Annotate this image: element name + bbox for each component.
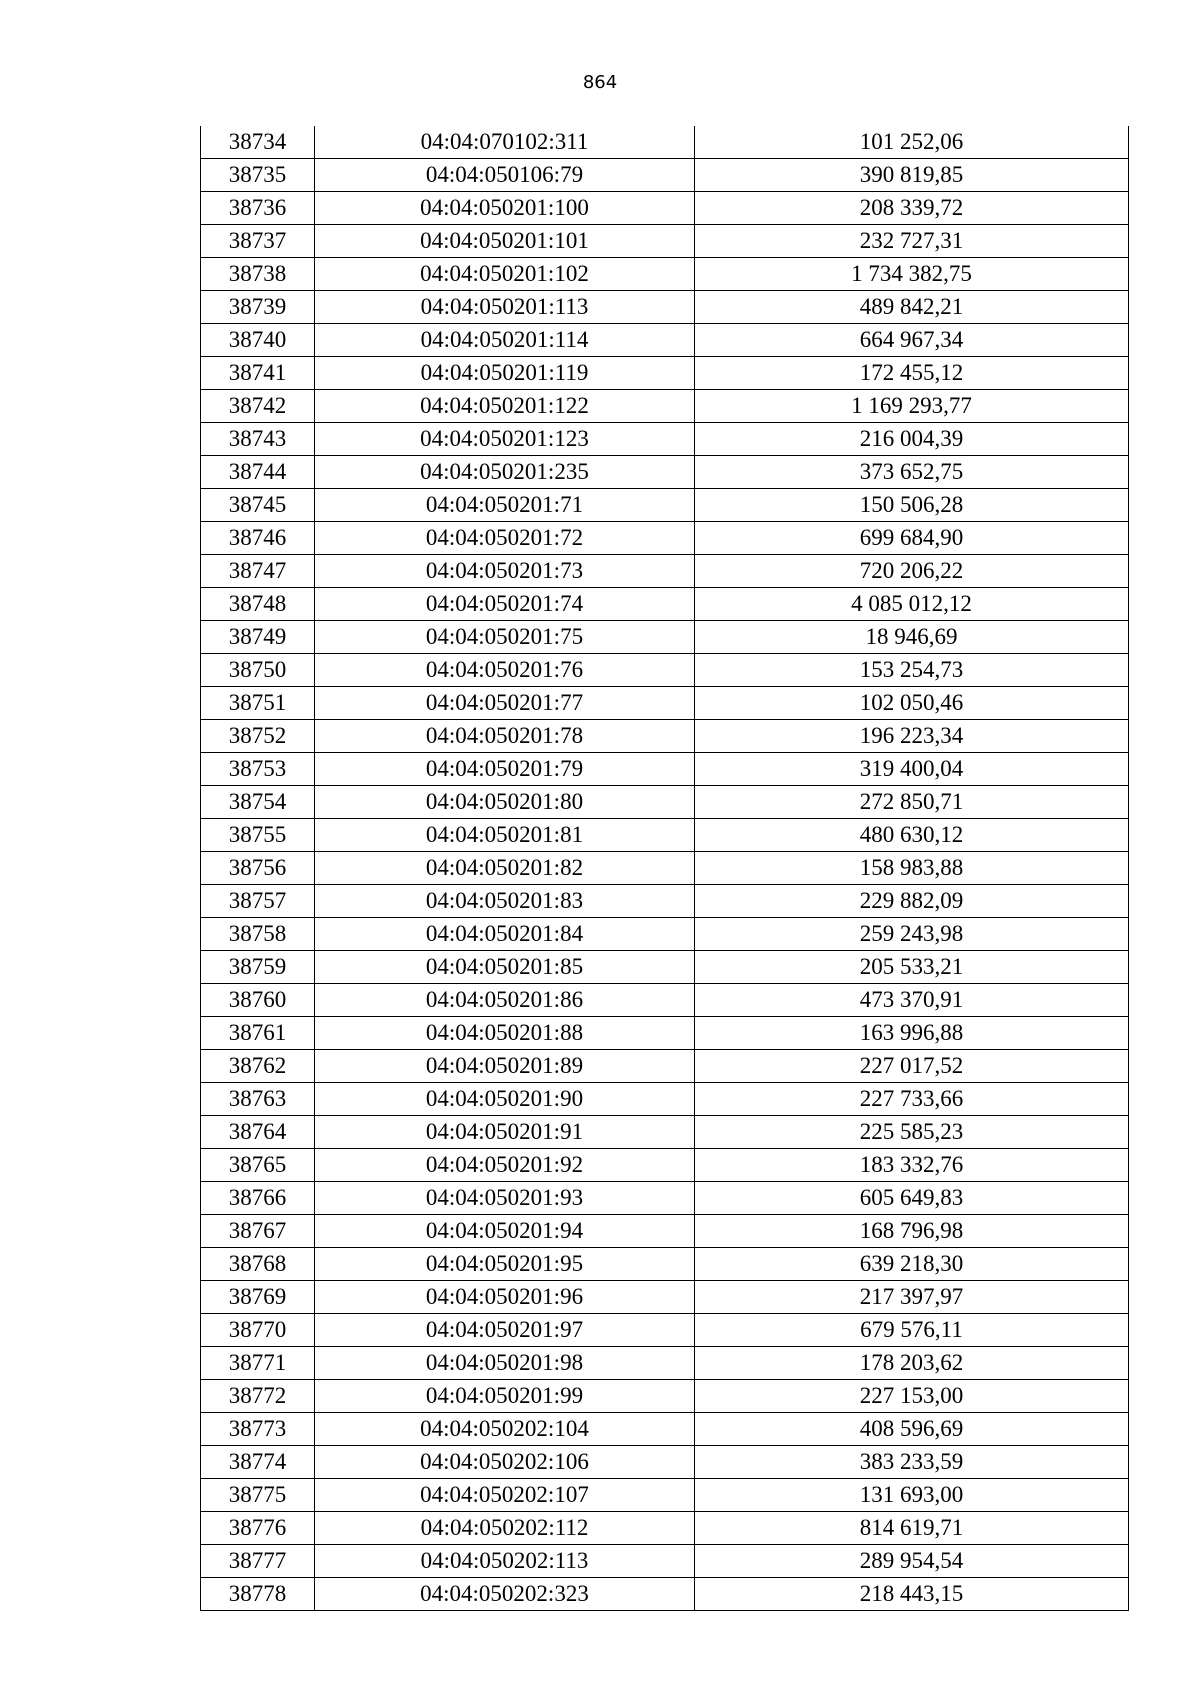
- table-row: [201, 357, 1129, 390]
- table-row: [201, 1380, 1129, 1413]
- cadastral-number-cell: 04:04:050201:79: [315, 753, 695, 786]
- cadastral-number-cell: 04:04:050201:85: [315, 951, 695, 984]
- cadastral-number-cell: 04:04:050201:102: [315, 258, 695, 291]
- table-row: [201, 456, 1129, 489]
- cadastral-number-cell: 04:04:050201:94: [315, 1215, 695, 1248]
- table-row: [201, 159, 1129, 192]
- cadastral-number-cell: 04:04:050202:112: [315, 1512, 695, 1545]
- table-row: [201, 1215, 1129, 1248]
- cadastral-number-cell: 04:04:050201:96: [315, 1281, 695, 1314]
- cadastral-number-cell: 04:04:070102:311: [315, 126, 695, 159]
- row-number-cell: 38746: [201, 522, 315, 555]
- row-number-cell: 38767: [201, 1215, 315, 1248]
- cadastral-number-cell: 04:04:050201:84: [315, 918, 695, 951]
- table-row: [201, 1281, 1129, 1314]
- cadastral-value-cell: 489 842,21: [695, 291, 1129, 324]
- cadastral-number-cell: 04:04:050201:122: [315, 390, 695, 423]
- cadastral-value-cell: 720 206,22: [695, 555, 1129, 588]
- table-row: [201, 687, 1129, 720]
- row-number-cell: 38756: [201, 852, 315, 885]
- cadastral-number-cell: 04:04:050201:77: [315, 687, 695, 720]
- cadastral-value-cell: 814 619,71: [695, 1512, 1129, 1545]
- table-row: [201, 258, 1129, 291]
- row-number-cell: 38736: [201, 192, 315, 225]
- cadastral-value-cell: 163 996,88: [695, 1017, 1129, 1050]
- table-row: [201, 1116, 1129, 1149]
- row-number-cell: 38766: [201, 1182, 315, 1215]
- row-number-cell: 38762: [201, 1050, 315, 1083]
- table-row: [201, 1446, 1129, 1479]
- cadastral-number-cell: 04:04:050201:90: [315, 1083, 695, 1116]
- row-number-cell: 38750: [201, 654, 315, 687]
- cadastral-number-cell: 04:04:050201:82: [315, 852, 695, 885]
- row-number-cell: 38738: [201, 258, 315, 291]
- row-number-cell: 38741: [201, 357, 315, 390]
- cadastral-number-cell: 04:04:050202:104: [315, 1413, 695, 1446]
- cadastral-number-cell: 04:04:050201:80: [315, 786, 695, 819]
- cadastral-value-cell: 225 585,23: [695, 1116, 1129, 1149]
- table-row: [201, 753, 1129, 786]
- row-number-cell: 38749: [201, 621, 315, 654]
- row-number-cell: 38759: [201, 951, 315, 984]
- cadastral-number-cell: 04:04:050201:101: [315, 225, 695, 258]
- row-number-cell: 38778: [201, 1578, 315, 1611]
- row-number-cell: 38758: [201, 918, 315, 951]
- row-number-cell: 38770: [201, 1314, 315, 1347]
- row-number-cell: 38763: [201, 1083, 315, 1116]
- table-row: [201, 1017, 1129, 1050]
- row-number-cell: 38739: [201, 291, 315, 324]
- cadastral-number-cell: 04:04:050201:100: [315, 192, 695, 225]
- table-row: [201, 918, 1129, 951]
- cadastral-value-cell: 408 596,69: [695, 1413, 1129, 1446]
- cadastral-value-cell: 664 967,34: [695, 324, 1129, 357]
- cadastral-value-cell: 699 684,90: [695, 522, 1129, 555]
- row-number-cell: 38775: [201, 1479, 315, 1512]
- cadastral-value-cell: 1 169 293,77: [695, 390, 1129, 423]
- row-number-cell: 38768: [201, 1248, 315, 1281]
- row-number-cell: 38744: [201, 456, 315, 489]
- row-number-cell: 38748: [201, 588, 315, 621]
- row-number-cell: 38735: [201, 159, 315, 192]
- cadastral-number-cell: 04:04:050202:113: [315, 1545, 695, 1578]
- row-number-cell: 38737: [201, 225, 315, 258]
- cadastral-number-cell: 04:04:050201:97: [315, 1314, 695, 1347]
- cadastral-value-cell: 272 850,71: [695, 786, 1129, 819]
- cadastral-value-cell: 390 819,85: [695, 159, 1129, 192]
- cadastral-value-cell: 217 397,97: [695, 1281, 1129, 1314]
- cadastral-value-cell: 373 652,75: [695, 456, 1129, 489]
- cadastral-number-cell: 04:04:050201:75: [315, 621, 695, 654]
- cadastral-value-cell: 153 254,73: [695, 654, 1129, 687]
- row-number-cell: 38772: [201, 1380, 315, 1413]
- cadastral-number-cell: 04:04:050201:72: [315, 522, 695, 555]
- cadastral-value-cell: 319 400,04: [695, 753, 1129, 786]
- table-row: [201, 1578, 1129, 1611]
- cadastral-number-cell: 04:04:050201:93: [315, 1182, 695, 1215]
- cadastral-number-cell: 04:04:050202:106: [315, 1446, 695, 1479]
- row-number-cell: 38753: [201, 753, 315, 786]
- table-row: [201, 1479, 1129, 1512]
- cadastral-value-cell: 473 370,91: [695, 984, 1129, 1017]
- cadastral-number-cell: 04:04:050201:99: [315, 1380, 695, 1413]
- table-row: [201, 1050, 1129, 1083]
- cadastral-number-cell: 04:04:050202:107: [315, 1479, 695, 1512]
- table-row: [201, 1248, 1129, 1281]
- cadastral-number-cell: 04:04:050201:235: [315, 456, 695, 489]
- table-row: [201, 555, 1129, 588]
- cadastral-value-cell: 227 733,66: [695, 1083, 1129, 1116]
- cadastral-value-cell: 229 882,09: [695, 885, 1129, 918]
- table-row: [201, 819, 1129, 852]
- cadastral-value-cell: 218 443,15: [695, 1578, 1129, 1611]
- table-row: [201, 1512, 1129, 1545]
- table-row: [201, 390, 1129, 423]
- row-number-cell: 38765: [201, 1149, 315, 1182]
- table-row: [201, 489, 1129, 522]
- cadastral-value-cell: 605 649,83: [695, 1182, 1129, 1215]
- table-row: [201, 1413, 1129, 1446]
- row-number-cell: 38745: [201, 489, 315, 522]
- row-number-cell: 38751: [201, 687, 315, 720]
- table-row: [201, 984, 1129, 1017]
- row-number-cell: 38755: [201, 819, 315, 852]
- cadastral-value-cell: 4 085 012,12: [695, 588, 1129, 621]
- table-row: [201, 1314, 1129, 1347]
- cadastral-value-cell: 183 332,76: [695, 1149, 1129, 1182]
- cadastral-value-cell: 480 630,12: [695, 819, 1129, 852]
- cadastral-value-cell: 227 017,52: [695, 1050, 1129, 1083]
- row-number-cell: 38761: [201, 1017, 315, 1050]
- page-number: 864: [582, 72, 618, 93]
- table-row: [201, 621, 1129, 654]
- cadastral-value-cell: 227 153,00: [695, 1380, 1129, 1413]
- table-row: [201, 1545, 1129, 1578]
- row-number-cell: 38764: [201, 1116, 315, 1149]
- row-number-cell: 38773: [201, 1413, 315, 1446]
- cadastral-value-cell: 205 533,21: [695, 951, 1129, 984]
- cadastral-value-cell: 1 734 382,75: [695, 258, 1129, 291]
- cadastral-value-cell: 178 203,62: [695, 1347, 1129, 1380]
- table-row: [201, 885, 1129, 918]
- table-row: [201, 192, 1129, 225]
- table-row: [201, 1083, 1129, 1116]
- row-number-cell: 38760: [201, 984, 315, 1017]
- row-number-cell: 38742: [201, 390, 315, 423]
- cadastral-value-cell: 679 576,11: [695, 1314, 1129, 1347]
- cadastral-value-cell: 172 455,12: [695, 357, 1129, 390]
- table-row: [201, 786, 1129, 819]
- row-number-cell: 38734: [201, 126, 315, 159]
- cadastral-value-cell: 158 983,88: [695, 852, 1129, 885]
- row-number-cell: 38747: [201, 555, 315, 588]
- cadastral-number-cell: 04:04:050201:86: [315, 984, 695, 1017]
- table-row: [201, 1182, 1129, 1215]
- table-row: [201, 720, 1129, 753]
- cadastral-number-cell: 04:04:050201:73: [315, 555, 695, 588]
- cadastral-number-cell: 04:04:050201:92: [315, 1149, 695, 1182]
- cadastral-value-table: [200, 126, 1129, 1611]
- cadastral-number-cell: 04:04:050201:95: [315, 1248, 695, 1281]
- cadastral-number-cell: 04:04:050201:123: [315, 423, 695, 456]
- cadastral-value-cell: 383 233,59: [695, 1446, 1129, 1479]
- cadastral-value-cell: 232 727,31: [695, 225, 1129, 258]
- cadastral-value-cell: 18 946,69: [695, 621, 1129, 654]
- cadastral-number-cell: 04:04:050202:323: [315, 1578, 695, 1611]
- cadastral-value-cell: 196 223,34: [695, 720, 1129, 753]
- cadastral-value-cell: 150 506,28: [695, 489, 1129, 522]
- cadastral-number-cell: 04:04:050201:89: [315, 1050, 695, 1083]
- cadastral-number-cell: 04:04:050201:83: [315, 885, 695, 918]
- cadastral-number-cell: 04:04:050201:71: [315, 489, 695, 522]
- row-number-cell: 38771: [201, 1347, 315, 1380]
- cadastral-number-cell: 04:04:050106:79: [315, 159, 695, 192]
- table-row: [201, 423, 1129, 456]
- table-row: [201, 291, 1129, 324]
- cadastral-number-cell: 04:04:050201:98: [315, 1347, 695, 1380]
- table-row: [201, 324, 1129, 357]
- row-number-cell: 38769: [201, 1281, 315, 1314]
- cadastral-number-cell: 04:04:050201:81: [315, 819, 695, 852]
- row-number-cell: 38777: [201, 1545, 315, 1578]
- table-row: [201, 126, 1129, 159]
- cadastral-value-cell: 289 954,54: [695, 1545, 1129, 1578]
- table-row: [201, 1347, 1129, 1380]
- row-number-cell: 38740: [201, 324, 315, 357]
- table-row: [201, 1149, 1129, 1182]
- cadastral-number-cell: 04:04:050201:76: [315, 654, 695, 687]
- cadastral-value-cell: 102 050,46: [695, 687, 1129, 720]
- cadastral-value-cell: 131 693,00: [695, 1479, 1129, 1512]
- cadastral-value-cell: 208 339,72: [695, 192, 1129, 225]
- row-number-cell: 38774: [201, 1446, 315, 1479]
- table-row: [201, 522, 1129, 555]
- cadastral-value-cell: 168 796,98: [695, 1215, 1129, 1248]
- table-row: [201, 951, 1129, 984]
- row-number-cell: 38757: [201, 885, 315, 918]
- row-number-cell: 38752: [201, 720, 315, 753]
- table-body: [201, 126, 1129, 1611]
- table-row: [201, 654, 1129, 687]
- table-row: [201, 852, 1129, 885]
- table-row: [201, 225, 1129, 258]
- cadastral-number-cell: 04:04:050201:114: [315, 324, 695, 357]
- row-number-cell: 38754: [201, 786, 315, 819]
- row-number-cell: 38743: [201, 423, 315, 456]
- cadastral-number-cell: 04:04:050201:113: [315, 291, 695, 324]
- cadastral-value-cell: 639 218,30: [695, 1248, 1129, 1281]
- cadastral-value-cell: 259 243,98: [695, 918, 1129, 951]
- cadastral-value-cell: 216 004,39: [695, 423, 1129, 456]
- cadastral-value-cell: 101 252,06: [695, 126, 1129, 159]
- cadastral-number-cell: 04:04:050201:74: [315, 588, 695, 621]
- cadastral-number-cell: 04:04:050201:88: [315, 1017, 695, 1050]
- cadastral-number-cell: 04:04:050201:91: [315, 1116, 695, 1149]
- cadastral-number-cell: 04:04:050201:119: [315, 357, 695, 390]
- row-number-cell: 38776: [201, 1512, 315, 1545]
- cadastral-number-cell: 04:04:050201:78: [315, 720, 695, 753]
- table-row: [201, 588, 1129, 621]
